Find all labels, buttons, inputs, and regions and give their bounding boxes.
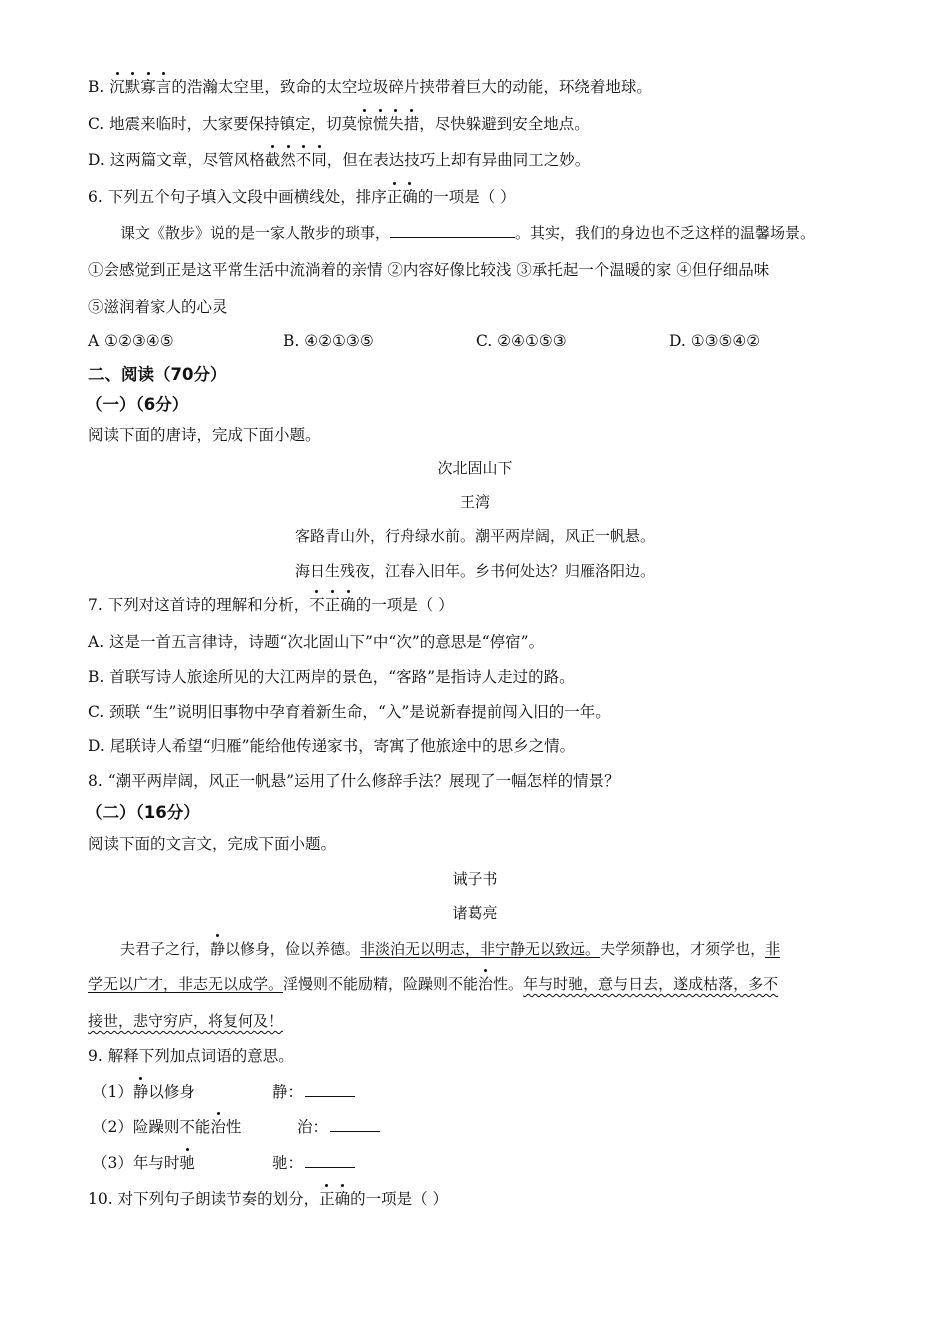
dotted-char: 失: [388, 115, 404, 133]
answer-blank[interactable]: [305, 1153, 355, 1168]
fill-blank: [390, 223, 515, 238]
answer-blank[interactable]: [330, 1117, 380, 1132]
passage-line-3: [88, 1010, 283, 1032]
dotted-word: [357, 115, 419, 133]
underlined-sentence: 非: [765, 940, 781, 958]
q6-option-d: D. ①③⑤④②: [669, 332, 761, 350]
dotted-char: 确: [340, 596, 356, 614]
text-title: 诫子书: [452, 870, 498, 888]
q6-option-a: A ①②③④⑤: [88, 332, 174, 350]
dotted-word: 治: [210, 1118, 226, 1136]
q8-stem: 8. “潮平两岸阔，风正一帆悬”运用了什么修辞手法？展现了一幅怎样的情景？: [88, 772, 620, 790]
q6-option-c: C. ②④①⑤③: [476, 332, 567, 350]
q6-sentences-line1: ①会感觉到正是这平常生活中流淌着的亲情 ②内容好像比较浅 ③承托起一个温暖的家 ④但仔细品味: [88, 261, 770, 279]
dotted-word: 驰: [179, 1154, 195, 1172]
q9-stem: 9. 解释下列加点词语的意思。: [88, 1047, 294, 1065]
poem-line-2: 海日生残夜，江春入旧年。乡书何处达？归雁洛阳边。: [294, 562, 655, 580]
dotted-char: 正: [324, 596, 341, 614]
part1-intro: 阅读下面的唐诗，完成下面小题。: [88, 426, 321, 444]
dotted-word: 治: [478, 975, 494, 993]
q9-answer-1[interactable]: 静：: [272, 1081, 355, 1103]
dotted-char: 正: [386, 188, 403, 206]
part2-title: （二）（16分）: [86, 803, 200, 822]
dotted-char: 然: [280, 151, 296, 169]
text-author: 诸葛亮: [452, 904, 498, 922]
dotted-char: 默: [124, 78, 141, 96]
dotted-char: 同: [311, 151, 327, 169]
answer-blank[interactable]: [305, 1082, 355, 1097]
q5-option-d: D. 这两篇文章，尽管风格截然不同，但在表达技巧上却有异曲同工之妙。: [88, 151, 591, 169]
q6-stem: 6. 下列五个句子填入文段中画横线处，排序正确的一项是（ ）: [88, 188, 516, 206]
q9-answer-3[interactable]: 驰：: [272, 1152, 355, 1174]
dotted-word: [387, 188, 418, 206]
q7-option-c: C. 颈联 “生”说明旧事物中孕育着新生命，“入”是说新春提前闯入旧的一年。: [88, 703, 611, 721]
poem-line-1: 客路青山外，行舟绿水前。潮平两岸阔，风正一帆悬。: [294, 527, 655, 545]
q7-stem: 7. 下列对这首诗的理解和分析，不正确的一项是（ ）: [88, 596, 454, 614]
dotted-char: 慌: [372, 115, 389, 133]
q6-passage: 课文《散步》说的是一家人散步的琐事， 。其实，我们的身边也不乏这样的温馨场景。: [120, 224, 816, 242]
section-title: 二、阅读（70分）: [88, 365, 227, 384]
q6-option-b: B. ④②①③⑤: [283, 332, 374, 350]
passage-line-2: 学无以广才，非志无以成学。淫慢则不能励精，险躁则不能治性。年与时驰，意与日去，遂成枯落，多不: [88, 975, 779, 993]
q9-item-3: （3）年与时驰: [92, 1154, 195, 1172]
dotted-word: [309, 596, 356, 614]
underlined-sentence: 非淡泊无以明志，非宁静无以致远。: [360, 940, 601, 958]
part1-title: （一）（6分）: [86, 395, 189, 414]
dotted-char: 不: [295, 151, 312, 169]
dotted-char: 截: [264, 151, 281, 169]
dotted-word: [319, 1190, 350, 1208]
q7-option-d: D. 尾联诗人希望“归雁”能给他传递家书，寄寓了他旅途中的思乡之情。: [88, 737, 576, 755]
underlined-sentence: 学无以广才，非志无以成学。: [88, 975, 284, 993]
q10-stem: 10. 对下列句子朗读节奏的划分，正确的一项是（ ）: [88, 1190, 449, 1208]
dotted-char: 言: [155, 78, 172, 96]
part2-intro: 阅读下面的文言文，完成下面小题。: [88, 835, 337, 853]
dotted-char: 正: [319, 1190, 335, 1208]
dotted-char: 措: [403, 115, 420, 133]
q6-sentences-line2: ⑤滋润着家人的心灵: [88, 298, 228, 316]
dotted-word: [109, 78, 171, 96]
dotted-char: 沉: [109, 78, 125, 96]
passage-line-1: 夫君子之行，静以修身，俭以养德。非淡泊无以明志，非宁静无以致远。夫学须静也，才须学也，非: [120, 940, 781, 958]
dotted-word: 静: [132, 1083, 149, 1101]
dotted-char: 确: [402, 188, 418, 206]
q9-item-1: （1）静以修身: [92, 1083, 195, 1101]
wavy-underlined-sentence: 接世，悲守穷庐，将复何及！: [88, 1012, 284, 1030]
poem-title: 次北固山下: [437, 459, 513, 477]
q9-item-2: （2）险躁则不能治性: [92, 1118, 242, 1136]
q7-option-b: B. 首联写诗人旅途所见的大江两岸的景色，“客路”是指诗人走过的路。: [88, 668, 575, 686]
dotted-char: 不: [309, 596, 325, 614]
q9-answer-2[interactable]: 治：: [297, 1116, 380, 1138]
dotted-word: [265, 151, 327, 169]
wavy-underlined-sentence: 年与时驰，意与日去，遂成枯落，多不: [523, 975, 779, 993]
q5-option-b: B. 沉默寡言的浩瀚太空里，致命的太空垃圾碎片挟带着巨大的动能，环绕着地球。: [88, 78, 652, 96]
dotted-char: 寡: [140, 78, 156, 96]
dotted-word: 静: [210, 940, 226, 958]
q7-option-a: A. 这是一首五言律诗，诗题“次北固山下”中“次”的意思是“停宿”。: [88, 633, 545, 651]
dotted-char: 确: [334, 1190, 351, 1208]
poem-author: 王湾: [459, 493, 490, 511]
q5-option-c: C. 地震来临时，大家要保持镇定，切莫惊慌失措，尽快躲避到安全地点。: [88, 115, 590, 133]
dotted-char: 惊: [357, 115, 373, 133]
